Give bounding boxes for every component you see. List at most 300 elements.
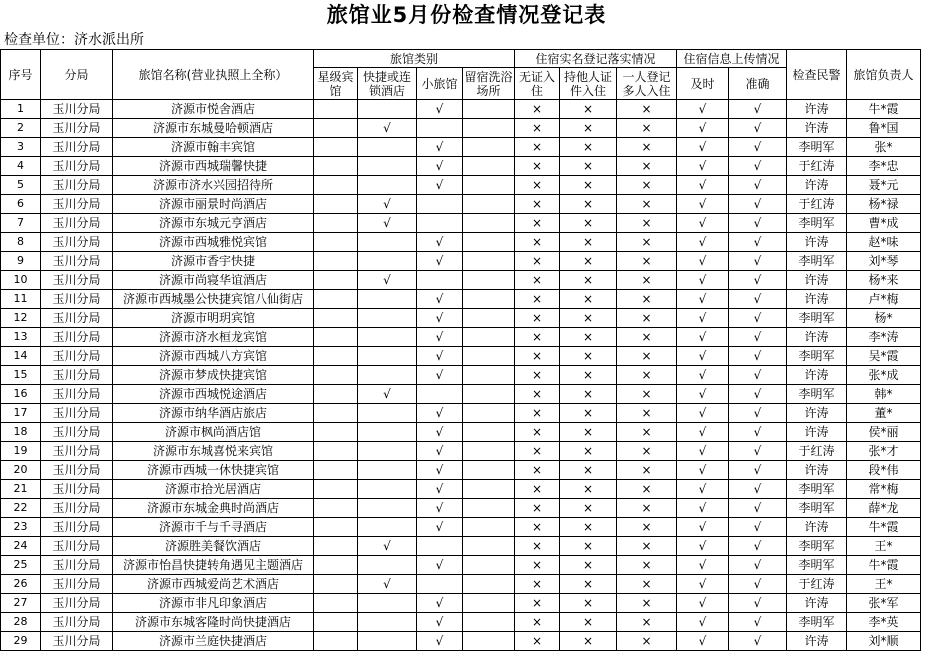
hotel-name-cell: 济源市东城客隆时尚快捷酒店 [113,613,314,632]
manager-cell: 侯*丽 [847,423,921,442]
type-chain-cell [358,138,417,157]
branch-cell: 玉川分局 [41,100,113,119]
inspection-register-table [0,49,921,651]
type-star-cell [314,233,358,252]
type-bath-cell [463,252,515,271]
officer-cell: 许涛 [787,366,847,385]
type-bath-cell [463,271,515,290]
table-row [1,157,921,176]
branch-cell: 玉川分局 [41,271,113,290]
type-chain-cell [358,632,417,651]
type-bath-cell [463,214,515,233]
type-small-check-mark: √ [417,100,463,119]
type-chain-cell [358,100,417,119]
manager-cell: 鲁*国 [847,119,921,138]
officer-cell: 许涛 [787,271,847,290]
branch-cell: 玉川分局 [41,252,113,271]
type-star-cell [314,480,358,499]
rn-other-id-cross-mark: × [560,138,617,157]
type-bath-cell [463,233,515,252]
up-accurate-check-mark: √ [729,385,787,404]
type-star-cell [314,271,358,290]
type-bath-cell [463,613,515,632]
table-row [1,537,921,556]
table-row [1,138,921,157]
type-star-cell [314,138,358,157]
rn-multi-cross-mark: × [617,366,677,385]
type-small-check-mark: √ [417,461,463,480]
table-row [1,100,921,119]
up-accurate-check-mark: √ [729,233,787,252]
type-small-cell [417,537,463,556]
type-star-cell [314,594,358,613]
type-small-cell [417,195,463,214]
rn-no-id-cross-mark: × [515,556,560,575]
type-bath-cell [463,309,515,328]
up-timely-check-mark: √ [677,176,729,195]
branch-cell: 玉川分局 [41,575,113,594]
up-accurate-check-mark: √ [729,119,787,138]
rn-other-id-cross-mark: × [560,613,617,632]
up-timely-check-mark: √ [677,480,729,499]
hotel-name-cell: 济源市千与千寻酒店 [113,518,314,537]
up-timely-check-mark: √ [677,385,729,404]
hotel-name-cell: 济源市西城墨公快捷宾馆八仙街店 [113,290,314,309]
up-timely-check-mark: √ [677,404,729,423]
officer-cell: 许涛 [787,404,847,423]
up-timely-check-mark: √ [677,613,729,632]
hotel-name-cell: 济源市东城曼哈顿酒店 [113,119,314,138]
rn-no-id-cross-mark: × [515,518,560,537]
seq-cell: 9 [1,252,41,271]
up-timely-check-mark: √ [677,499,729,518]
rn-other-id-cross-mark: × [560,157,617,176]
officer-cell: 李明军 [787,385,847,404]
up-accurate-check-mark: √ [729,271,787,290]
rn-multi-cross-mark: × [617,404,677,423]
manager-cell: 聂*元 [847,176,921,195]
manager-cell: 董* [847,404,921,423]
up-timely-check-mark: √ [677,366,729,385]
type-star-cell [314,252,358,271]
rn-other-id-cross-mark: × [560,423,617,442]
rn-multi-cross-mark: × [617,176,677,195]
rn-multi-cross-mark: × [617,537,677,556]
rn-no-id-cross-mark: × [515,252,560,271]
manager-cell: 杨* [847,309,921,328]
officer-cell: 李明军 [787,347,847,366]
table-row [1,480,921,499]
hotel-name-cell: 济源市兰庭快捷酒店 [113,632,314,651]
rn-other-id-cross-mark: × [560,461,617,480]
branch-cell: 玉川分局 [41,423,113,442]
officer-cell: 李明军 [787,214,847,233]
hotel-name-cell: 济源市西城雅悦宾馆 [113,233,314,252]
type-small-check-mark: √ [417,632,463,651]
up-accurate-check-mark: √ [729,252,787,271]
type-chain-cell [358,233,417,252]
inspection-unit-label: 检查单位：济水派出所 [4,32,144,48]
seq-cell: 8 [1,233,41,252]
type-chain-cell [358,556,417,575]
type-chain-cell [358,309,417,328]
officer-cell: 李明军 [787,613,847,632]
rn-multi-cross-mark: × [617,518,677,537]
branch-cell: 玉川分局 [41,480,113,499]
type-chain-check-mark: √ [358,575,417,594]
type-bath-cell [463,347,515,366]
rn-multi-cross-mark: × [617,423,677,442]
rn-other-id-cross-mark: × [560,442,617,461]
hotel-name-cell: 济源市东城喜悦来宾馆 [113,442,314,461]
rn-no-id-cross-mark: × [515,233,560,252]
rn-multi-cross-mark: × [617,575,677,594]
up-timely-check-mark: √ [677,632,729,651]
up-timely-check-mark: √ [677,252,729,271]
rn-multi-cross-mark: × [617,271,677,290]
type-star-cell [314,290,358,309]
rn-no-id-cross-mark: × [515,537,560,556]
seq-cell: 13 [1,328,41,347]
officer-cell: 于红涛 [787,157,847,176]
branch-cell: 玉川分局 [41,499,113,518]
type-bath-cell [463,575,515,594]
rn-other-id-cross-mark: × [560,594,617,613]
rn-multi-cross-mark: × [617,442,677,461]
rn-other-id-cross-mark: × [560,309,617,328]
header-manager: 旅馆负责人 [847,50,921,100]
rn-multi-cross-mark: × [617,214,677,233]
hotel-name-cell: 济源市尚寝华谊酒店 [113,271,314,290]
type-bath-cell [463,461,515,480]
table-body [1,100,921,651]
seq-cell: 23 [1,518,41,537]
up-accurate-check-mark: √ [729,290,787,309]
rn-multi-cross-mark: × [617,195,677,214]
table-row [1,176,921,195]
header-type-chain: 快捷或连锁酒店 [358,68,417,100]
rn-other-id-cross-mark: × [560,366,617,385]
type-small-cell [417,119,463,138]
hotel-name-cell: 济源市西城八方宾馆 [113,347,314,366]
seq-cell: 16 [1,385,41,404]
rn-other-id-cross-mark: × [560,176,617,195]
rn-multi-cross-mark: × [617,119,677,138]
type-star-cell [314,632,358,651]
type-bath-cell [463,176,515,195]
branch-cell: 玉川分局 [41,328,113,347]
branch-cell: 玉川分局 [41,176,113,195]
rn-no-id-cross-mark: × [515,157,560,176]
hotel-name-cell: 济源市枫尚酒店馆 [113,423,314,442]
header-rn-multi: 一人登记多人入住 [617,68,677,100]
up-accurate-check-mark: √ [729,632,787,651]
type-small-check-mark: √ [417,594,463,613]
seq-cell: 10 [1,271,41,290]
header-type-star: 星级宾馆 [314,68,358,100]
type-small-check-mark: √ [417,157,463,176]
officer-cell: 于红涛 [787,195,847,214]
rn-no-id-cross-mark: × [515,480,560,499]
up-accurate-check-mark: √ [729,442,787,461]
branch-cell: 玉川分局 [41,518,113,537]
rn-no-id-cross-mark: × [515,499,560,518]
type-star-cell [314,518,358,537]
header-upload-group: 住宿信息上传情况 [677,50,787,68]
seq-cell: 4 [1,157,41,176]
rn-other-id-cross-mark: × [560,556,617,575]
rn-other-id-cross-mark: × [560,252,617,271]
rn-other-id-cross-mark: × [560,518,617,537]
seq-cell: 12 [1,309,41,328]
officer-cell: 李明军 [787,309,847,328]
manager-cell: 李*英 [847,613,921,632]
type-star-cell [314,575,358,594]
up-timely-check-mark: √ [677,100,729,119]
officer-cell: 李明军 [787,537,847,556]
up-timely-check-mark: √ [677,575,729,594]
table-row [1,518,921,537]
branch-cell: 玉川分局 [41,347,113,366]
type-bath-cell [463,366,515,385]
table-row [1,195,921,214]
hotel-name-cell: 济源市明玥宾馆 [113,309,314,328]
seq-cell: 19 [1,442,41,461]
up-timely-check-mark: √ [677,195,729,214]
type-bath-cell [463,518,515,537]
up-accurate-check-mark: √ [729,594,787,613]
up-accurate-check-mark: √ [729,556,787,575]
up-timely-check-mark: √ [677,518,729,537]
up-timely-check-mark: √ [677,594,729,613]
type-bath-cell [463,442,515,461]
rn-other-id-cross-mark: × [560,480,617,499]
seq-cell: 29 [1,632,41,651]
rn-multi-cross-mark: × [617,252,677,271]
officer-cell: 许涛 [787,594,847,613]
officer-cell: 李明军 [787,252,847,271]
up-timely-check-mark: √ [677,138,729,157]
rn-no-id-cross-mark: × [515,404,560,423]
up-accurate-check-mark: √ [729,613,787,632]
header-hotel-type-group: 旅馆类别 [314,50,515,68]
table-row [1,271,921,290]
hotel-name-cell: 济源市济水兴园招待所 [113,176,314,195]
rn-no-id-cross-mark: × [515,575,560,594]
seq-cell: 27 [1,594,41,613]
type-small-check-mark: √ [417,499,463,518]
rn-no-id-cross-mark: × [515,214,560,233]
officer-cell: 于红涛 [787,442,847,461]
rn-no-id-cross-mark: × [515,461,560,480]
type-small-check-mark: √ [417,233,463,252]
hotel-name-cell: 济源市怡昌快捷转角遇见主题酒店 [113,556,314,575]
table-row [1,214,921,233]
rn-multi-cross-mark: × [617,157,677,176]
rn-no-id-cross-mark: × [515,100,560,119]
rn-no-id-cross-mark: × [515,442,560,461]
branch-cell: 玉川分局 [41,594,113,613]
rn-no-id-cross-mark: × [515,119,560,138]
type-bath-cell [463,119,515,138]
rn-multi-cross-mark: × [617,328,677,347]
manager-cell: 常*梅 [847,480,921,499]
type-small-check-mark: √ [417,423,463,442]
table-row [1,499,921,518]
type-chain-cell [358,594,417,613]
hotel-name-cell: 济源市丽景时尚酒店 [113,195,314,214]
branch-cell: 玉川分局 [41,290,113,309]
rn-multi-cross-mark: × [617,556,677,575]
rn-no-id-cross-mark: × [515,309,560,328]
manager-cell: 牛*霞 [847,556,921,575]
seq-cell: 14 [1,347,41,366]
hotel-name-cell: 济源市东城金典时尚酒店 [113,499,314,518]
type-chain-check-mark: √ [358,271,417,290]
type-bath-cell [463,290,515,309]
rn-no-id-cross-mark: × [515,385,560,404]
manager-cell: 张*成 [847,366,921,385]
type-bath-cell [463,157,515,176]
type-small-check-mark: √ [417,480,463,499]
type-small-check-mark: √ [417,138,463,157]
hotel-name-cell: 济源市济水桓龙宾馆 [113,328,314,347]
rn-no-id-cross-mark: × [515,271,560,290]
header-realname-group: 住宿实名登记落实情况 [515,50,677,68]
up-timely-check-mark: √ [677,328,729,347]
manager-cell: 杨*禄 [847,195,921,214]
up-timely-check-mark: √ [677,556,729,575]
table-row [1,366,921,385]
seq-cell: 18 [1,423,41,442]
type-chain-cell [358,328,417,347]
officer-cell: 李明军 [787,556,847,575]
manager-cell: 牛*霞 [847,100,921,119]
officer-cell: 许涛 [787,423,847,442]
rn-other-id-cross-mark: × [560,233,617,252]
hotel-name-cell: 济源市西城一休快捷宾馆 [113,461,314,480]
type-chain-cell [358,518,417,537]
up-timely-check-mark: √ [677,461,729,480]
table-row [1,594,921,613]
type-chain-cell [358,366,417,385]
type-small-check-mark: √ [417,176,463,195]
rn-no-id-cross-mark: × [515,347,560,366]
type-bath-cell [463,423,515,442]
manager-cell: 韩* [847,385,921,404]
table-row [1,632,921,651]
type-bath-cell [463,537,515,556]
seq-cell: 2 [1,119,41,138]
up-accurate-check-mark: √ [729,537,787,556]
type-bath-cell [463,138,515,157]
type-chain-cell [358,157,417,176]
table-row [1,613,921,632]
table-row [1,252,921,271]
rn-multi-cross-mark: × [617,347,677,366]
type-chain-check-mark: √ [358,385,417,404]
type-star-cell [314,613,358,632]
rn-other-id-cross-mark: × [560,195,617,214]
type-chain-cell [358,499,417,518]
seq-cell: 3 [1,138,41,157]
rn-no-id-cross-mark: × [515,176,560,195]
rn-other-id-cross-mark: × [560,499,617,518]
header-hotel-name: 旅馆名称(营业执照上全称） [113,50,314,100]
hotel-name-cell: 济源市西城悦途酒店 [113,385,314,404]
type-small-check-mark: √ [417,328,463,347]
rn-multi-cross-mark: × [617,594,677,613]
manager-cell: 牛*霞 [847,518,921,537]
manager-cell: 吴*霞 [847,347,921,366]
manager-cell: 曹*成 [847,214,921,233]
branch-cell: 玉川分局 [41,214,113,233]
type-small-check-mark: √ [417,347,463,366]
manager-cell: 张*军 [847,594,921,613]
rn-no-id-cross-mark: × [515,632,560,651]
up-accurate-check-mark: √ [729,214,787,233]
officer-cell: 许涛 [787,233,847,252]
officer-cell: 李明军 [787,499,847,518]
up-timely-check-mark: √ [677,214,729,233]
type-chain-check-mark: √ [358,119,417,138]
type-star-cell [314,461,358,480]
rn-other-id-cross-mark: × [560,214,617,233]
up-accurate-check-mark: √ [729,176,787,195]
type-chain-check-mark: √ [358,195,417,214]
type-star-cell [314,119,358,138]
type-star-cell [314,328,358,347]
seq-cell: 1 [1,100,41,119]
manager-cell: 李*涛 [847,328,921,347]
branch-cell: 玉川分局 [41,632,113,651]
header-branch: 分局 [41,50,113,100]
up-timely-check-mark: √ [677,537,729,556]
seq-cell: 21 [1,480,41,499]
table-row [1,461,921,480]
rn-multi-cross-mark: × [617,138,677,157]
hotel-name-cell: 济源市非凡印象酒店 [113,594,314,613]
up-timely-check-mark: √ [677,233,729,252]
branch-cell: 玉川分局 [41,157,113,176]
type-small-cell [417,271,463,290]
type-star-cell [314,423,358,442]
type-small-check-mark: √ [417,309,463,328]
seq-cell: 20 [1,461,41,480]
officer-cell: 许涛 [787,518,847,537]
officer-cell: 于红涛 [787,575,847,594]
type-star-cell [314,499,358,518]
rn-no-id-cross-mark: × [515,290,560,309]
rn-other-id-cross-mark: × [560,404,617,423]
rn-no-id-cross-mark: × [515,195,560,214]
table-row [1,309,921,328]
header-up-accurate: 准确 [729,68,787,100]
officer-cell: 许涛 [787,176,847,195]
up-accurate-check-mark: √ [729,195,787,214]
type-bath-cell [463,556,515,575]
table-row [1,575,921,594]
table-row [1,290,921,309]
header-rn-no-id: 无证入住 [515,68,560,100]
hotel-name-cell: 济源市悦舍酒店 [113,100,314,119]
manager-cell: 段*伟 [847,461,921,480]
rn-other-id-cross-mark: × [560,632,617,651]
type-bath-cell [463,480,515,499]
branch-cell: 玉川分局 [41,195,113,214]
type-small-check-mark: √ [417,290,463,309]
up-accurate-check-mark: √ [729,366,787,385]
